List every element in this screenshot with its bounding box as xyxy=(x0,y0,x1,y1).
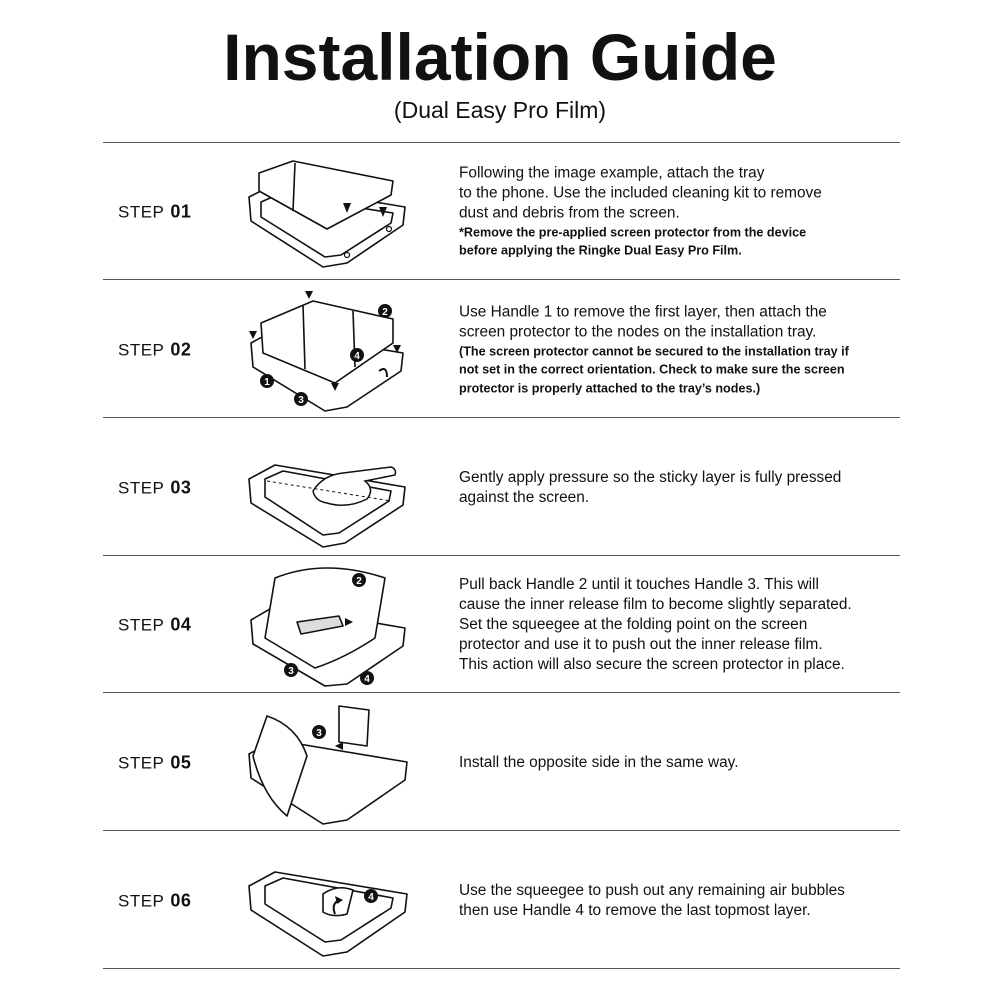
step-word: STEP xyxy=(118,202,165,221)
step-number: 03 xyxy=(170,477,192,497)
step-word: STEP xyxy=(118,753,165,772)
handle-marker-label: 1 xyxy=(264,377,270,388)
step-instructions xyxy=(459,163,899,260)
step-instructions xyxy=(459,468,899,508)
arrow-left-icon xyxy=(335,742,343,750)
step-instructions xyxy=(459,753,899,773)
step-04 xyxy=(103,556,900,693)
step-06-illustration xyxy=(243,834,423,967)
step-label xyxy=(118,201,191,222)
instruction-note: not set in the correct orientation. Check to make sure the screen xyxy=(459,362,845,377)
step-word: STEP xyxy=(118,891,165,910)
step-number: 04 xyxy=(170,614,192,634)
step-01-illustration xyxy=(243,145,423,278)
step-label xyxy=(118,890,191,911)
instruction-line: Use the squeegee to push out any remaining air bubbles xyxy=(459,881,845,899)
step-01 xyxy=(103,143,900,280)
step-number: 05 xyxy=(170,752,192,772)
handle-marker-label: 4 xyxy=(354,351,360,362)
step-03 xyxy=(103,419,900,556)
page-subtitle: (Dual Easy Pro Film) xyxy=(393,97,607,123)
handle-marker-label: 2 xyxy=(356,576,362,587)
handle-marker-label: 3 xyxy=(288,666,294,677)
instruction-line: against the screen. xyxy=(459,488,590,506)
step-label xyxy=(118,477,191,498)
instruction-note: *Remove the pre-applied screen protector from the device xyxy=(459,225,807,239)
step-02 xyxy=(103,281,900,418)
step-label xyxy=(118,339,191,360)
instruction-line: Gently apply pressure so the sticky layer is fully pressed xyxy=(459,468,842,486)
handle-marker-label: 3 xyxy=(298,395,304,406)
instruction-line: dust and debris from the screen. xyxy=(459,204,680,221)
instruction-line: then use Handle 4 to remove the last topmost layer. xyxy=(459,901,811,919)
step-number: 02 xyxy=(170,339,192,359)
step-02-illustration xyxy=(243,283,423,416)
step-word: STEP xyxy=(118,340,165,359)
step-03-illustration xyxy=(243,421,423,554)
handle-marker-label: 2 xyxy=(382,307,388,318)
instruction-note: protector is properly attached to the tray’s nodes.) xyxy=(459,380,761,395)
step-instructions xyxy=(459,881,899,921)
step-label xyxy=(118,614,191,635)
instruction-line: cause the inner release film to become slightly separated. xyxy=(459,595,852,613)
step-instructions xyxy=(459,575,899,675)
step-label xyxy=(118,752,191,773)
step-05 xyxy=(103,694,900,831)
arrow-down-icon xyxy=(305,291,313,299)
step-word: STEP xyxy=(118,615,165,634)
step-04-illustration xyxy=(243,558,423,691)
instruction-line: protector and use it to push out the inner release film. xyxy=(459,635,823,653)
arrow-down-icon xyxy=(249,331,257,339)
instruction-line: This action will also secure the screen protector in place. xyxy=(459,655,845,673)
instruction-note: before applying the Ringke Dual Easy Pro Film. xyxy=(459,243,742,258)
step-instructions xyxy=(459,302,899,398)
instruction-line: Use Handle 1 to remove the first layer, then attach the xyxy=(459,302,827,320)
step-number: 06 xyxy=(170,890,192,910)
step-number: 01 xyxy=(170,201,192,221)
handle-marker-label: 4 xyxy=(364,674,370,685)
instruction-note: (The screen protector cannot be secured to the installation tray if xyxy=(459,343,849,358)
handle-marker-label: 3 xyxy=(316,728,322,739)
step-word: STEP xyxy=(118,478,165,497)
instruction-line: to the phone. Use the included cleaning kit to remove xyxy=(459,184,822,201)
instruction-line: Set the squeegee at the folding point on the screen xyxy=(459,615,808,633)
step-05-illustration xyxy=(243,696,423,829)
squeegee-icon xyxy=(339,706,369,746)
handle-marker-label: 4 xyxy=(368,892,374,903)
instruction-line: screen protector to the nodes on the installation tray. xyxy=(459,322,817,340)
page-title: Installation Guide xyxy=(223,20,777,94)
step-06 xyxy=(103,832,900,969)
instruction-line: Install the opposite side in the same way. xyxy=(459,753,739,771)
instruction-line: Pull back Handle 2 until it touches Handle 3. This will xyxy=(459,575,819,593)
instruction-line: Following the image example, attach the tray xyxy=(459,164,765,181)
